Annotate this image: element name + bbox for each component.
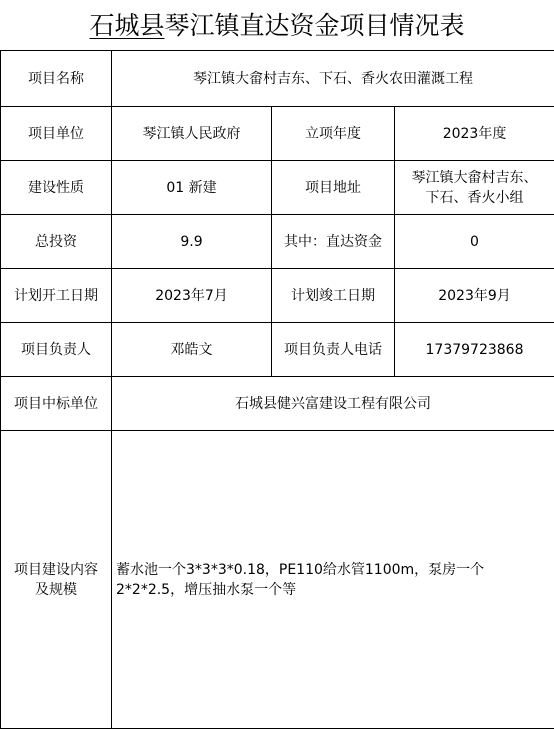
winning-bidder-value: 石城县健兴富建设工程有限公司 [112, 377, 554, 431]
project-manager-value: 邓皓文 [112, 323, 272, 377]
planned-start-label: 计划开工日期 [1, 269, 112, 323]
project-name-label: 项目名称 [1, 51, 112, 107]
row-unit-year [1, 107, 554, 161]
project-address-line-1: 琴江镇大畲村吉东、 [399, 168, 550, 188]
direct-funds-label: 其中：直达资金 [272, 215, 395, 269]
planned-end-value: 2023年9月 [395, 269, 554, 323]
construction-scope-line-2: 2*2*2.5，增压抽水泵一个等 [116, 580, 550, 600]
project-year-label: 立项年度 [272, 107, 395, 161]
planned-end-label: 计划竣工日期 [272, 269, 395, 323]
construction-scope-label-line-2: 及规模 [5, 580, 107, 600]
project-address-value [395, 161, 554, 215]
manager-phone-label: 项目负责人电话 [272, 323, 395, 377]
winning-bidder-label: 项目中标单位 [1, 377, 112, 431]
row-bidder [1, 377, 554, 431]
construction-nature-label: 建设性质 [1, 161, 112, 215]
project-address-label: 项目地址 [272, 161, 395, 215]
project-address-line-2: 下石、香火小组 [399, 188, 550, 208]
row-nature-address [1, 161, 554, 215]
construction-scope-value [112, 431, 554, 729]
page-title [0, 6, 554, 46]
project-info-table [0, 50, 554, 729]
row-project-name [1, 51, 554, 107]
project-name-value: 琴江镇大畲村吉东、下石、香火农田灌溉工程 [112, 51, 554, 107]
construction-scope-label [1, 431, 112, 729]
total-investment-value: 9.9 [112, 215, 272, 269]
planned-start-value: 2023年7月 [112, 269, 272, 323]
project-unit-value: 琴江镇人民政府 [112, 107, 272, 161]
row-manager [1, 323, 554, 377]
construction-scope-line-1: 蓄水池一个3*3*3*0.18，PE110给水管1100m，泵房一个 [116, 560, 550, 580]
construction-scope-label-line-1: 项目建设内容 [5, 560, 107, 580]
title-county: 石城县 [89, 11, 164, 40]
direct-funds-value: 0 [395, 215, 554, 269]
row-dates [1, 269, 554, 323]
title-text: 琴江镇直达资金项目情况表 [165, 11, 465, 40]
total-investment-label: 总投资 [1, 215, 112, 269]
row-investment [1, 215, 554, 269]
manager-phone-value: 17379723868 [395, 323, 554, 377]
project-unit-label: 项目单位 [1, 107, 112, 161]
row-scope [1, 431, 554, 729]
project-year-value: 2023年度 [395, 107, 554, 161]
project-manager-label: 项目负责人 [1, 323, 112, 377]
construction-nature-value: 01 新建 [112, 161, 272, 215]
